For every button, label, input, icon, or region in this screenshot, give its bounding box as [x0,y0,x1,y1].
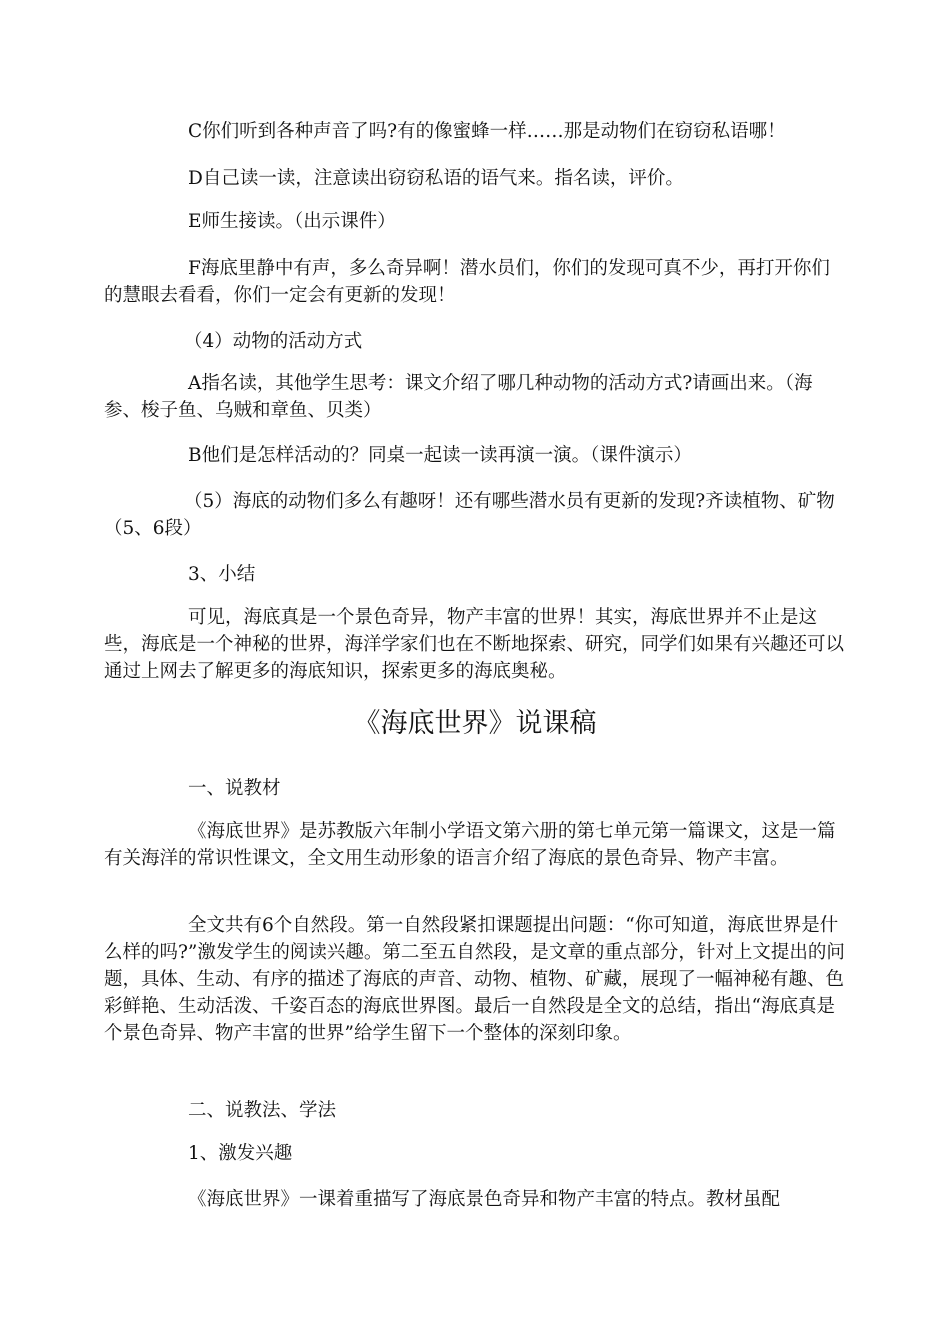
subsection1-heading: 1、激发兴趣 [188,1143,293,1164]
paragraph-c: C你们听到各种声音了吗?有的像蜜蜂一样……那是动物们在窃窃私语哪！ [188,121,786,142]
section2-heading: 二、说教法、学法 [188,1100,337,1121]
paragraph-e: E师生接读。（出示课件） [188,211,396,232]
paragraph-d: D自己读一读，注意读出窃窃私语的语气来。指名读，评价。 [188,168,684,189]
section1-paragraph-1: 《海底世界》是苏教版六年制小学语文第六册的第七单元第一篇课文，这是一篇有关海洋的常识性课文，全文用生动形象的语言介绍了海底的景色奇异、物产丰富。 [104,821,836,869]
section1-heading: 一、说教材 [188,778,281,799]
subsection1-paragraph: 《海底世界》一课着重描写了海底景色奇异和物产丰富的特点。教材虽配 [188,1189,781,1210]
page-title: 《海底世界》说课稿 [353,708,597,739]
paragraph-a: A指名读，其他学生思考：课文介绍了哪几种动物的活动方式?请画出来。（海参、梭子鱼、乌贼和章鱼、贝类） [104,373,813,421]
paragraph-summary: 可见，海底真是一个景色奇异，物产丰富的世界！其实，海底世界并不止是这些，海底是一个神秘的世界，海洋学家们也在不断地探索、研究，同学们如果有兴趣还可以通过上网去了解更多的海底知识，探索更多的海底奥秘。 [104,607,845,682]
paragraph-5: （5）海底的动物们多么有趣呀！还有哪些潜水员有更新的发现?齐读植物、矿物（5、6段） [104,491,835,539]
paragraph-b: B他们是怎样活动的？同桌一起读一读再演一演。（课件演示） [188,445,692,466]
section1-paragraph-2: 全文共有6个自然段。第一自然段紧扣课题提出问题：“你可知道，海底世界是什么样的吗?”激发学生的阅读兴趣。第二至五自然段，是文章的重点部分，针对上文提出的问题，具体、生动、有序的描述了海底的声音、动物、植物、矿藏，展现了一幅神秘有趣、色彩鲜艳、生动活泼、千姿百态的海底世界图。最后一自然段是全文的总结，指出“海底真是个景色奇异、物产丰富的世界”给学生留下一个整体的深刻印象。 [104,915,845,1044]
paragraph-f: F海底里静中有声，多么奇异啊！潜水员们，你们的发现可真不少，再打开你们的慧眼去看看，你们一定会有更新的发现！ [104,258,830,306]
paragraph-activity-heading: （4）动物的活动方式 [184,331,363,352]
paragraph-summary-heading: 3、小结 [188,564,256,585]
